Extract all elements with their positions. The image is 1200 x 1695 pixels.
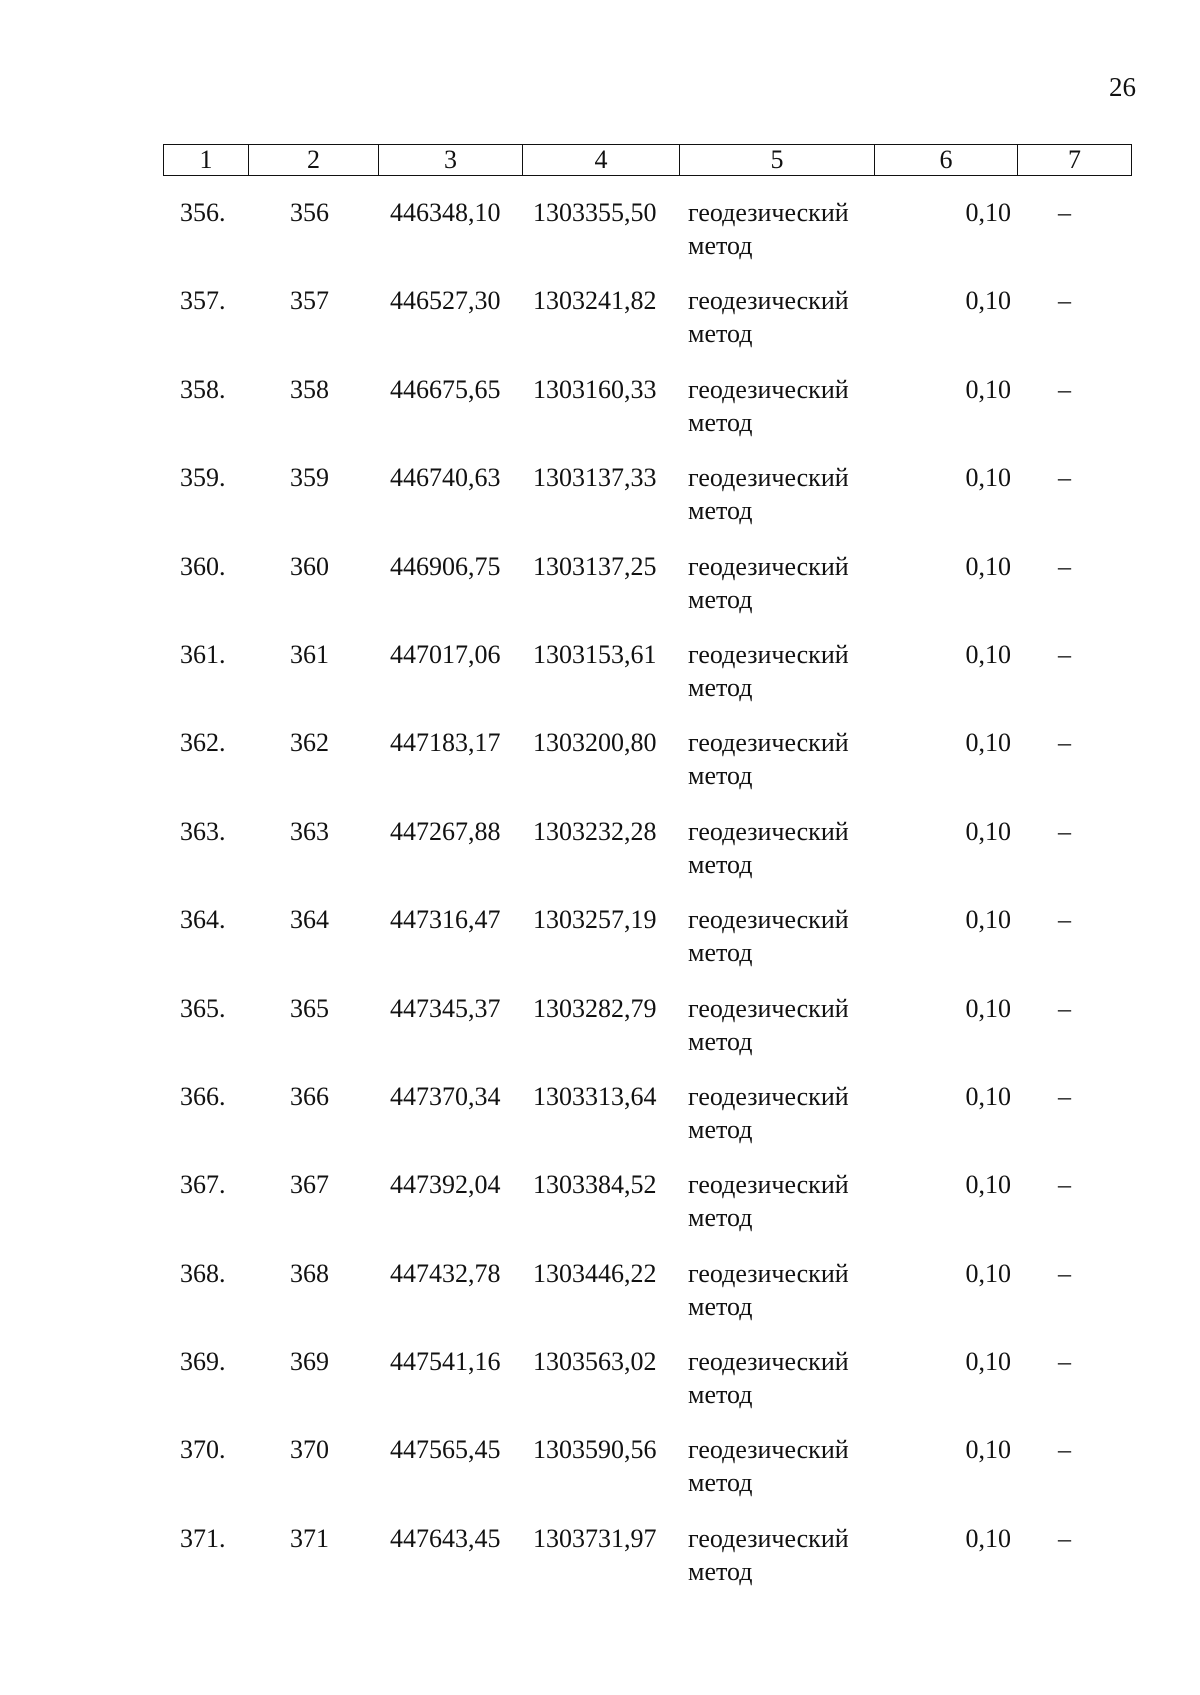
coordinate-y: 1303232,28: [533, 816, 657, 846]
coordinate-x: 446527,30: [390, 286, 501, 316]
accuracy-value: 0,10: [965, 1170, 1011, 1200]
method-line-2: метод: [688, 407, 753, 437]
column-header-table: [163, 144, 1132, 176]
row-number: 363.: [180, 816, 226, 846]
point-id: 371: [290, 1523, 329, 1553]
table-row: [163, 1433, 1131, 1521]
row-number: 371.: [180, 1523, 226, 1553]
note: –: [1058, 1347, 1071, 1377]
row-number: 357.: [180, 286, 226, 316]
table-row: [163, 638, 1131, 726]
note: –: [1058, 1258, 1071, 1288]
table-row: [163, 726, 1131, 814]
column-header-3: 3: [379, 145, 523, 176]
method-line-2: метод: [688, 231, 753, 260]
method-line-2: метод: [688, 849, 753, 879]
row-number: 358.: [180, 374, 226, 404]
coordinate-y: 1303313,64: [533, 1081, 657, 1111]
accuracy-value: 0,10: [965, 463, 1011, 493]
row-number: 367.: [180, 1170, 226, 1200]
method-line-2: метод: [688, 761, 753, 791]
column-header-6: 6: [875, 145, 1018, 176]
coordinate-y: 1303153,61: [533, 639, 657, 669]
method: [688, 1522, 849, 1588]
method-line-1: геодезический: [688, 1523, 849, 1553]
point-id: 368: [290, 1258, 329, 1288]
method-line-1: геодезический: [688, 1435, 849, 1465]
method-line-2: метод: [688, 938, 753, 968]
table-row: [163, 1522, 1131, 1610]
table-row: [163, 815, 1131, 903]
method-line-1: геодезический: [688, 1081, 849, 1111]
accuracy-value: 0,10: [965, 198, 1011, 227]
point-id: 365: [290, 993, 329, 1023]
note: –: [1058, 198, 1071, 227]
coordinate-y: 1303241,82: [533, 286, 657, 316]
coordinate-y: 1303160,33: [533, 374, 657, 404]
row-number: 360.: [180, 551, 226, 581]
method-line-2: метод: [688, 496, 753, 526]
table-row: [163, 373, 1131, 461]
table-row: [163, 992, 1131, 1080]
row-number: 361.: [180, 639, 226, 669]
row-number: 368.: [180, 1258, 226, 1288]
method-line-2: метод: [688, 1203, 753, 1233]
coordinate-x: 446740,63: [390, 463, 501, 493]
coordinate-x: 447643,45: [390, 1523, 501, 1553]
method-line-1: геодезический: [688, 1170, 849, 1200]
point-id: 356: [290, 198, 329, 227]
note: –: [1058, 639, 1071, 669]
method: [688, 992, 849, 1058]
row-number: 362.: [180, 728, 226, 758]
column-header-row: [164, 145, 1132, 176]
method-line-2: метод: [688, 1291, 753, 1321]
point-id: 362: [290, 728, 329, 758]
accuracy-value: 0,10: [965, 905, 1011, 935]
method-line-1: геодезический: [688, 1347, 849, 1377]
note: –: [1058, 728, 1071, 758]
method-line-1: геодезический: [688, 905, 849, 935]
row-number: 364.: [180, 905, 226, 935]
coordinate-x: 447370,34: [390, 1081, 501, 1111]
note: –: [1058, 1523, 1071, 1553]
point-id: 364: [290, 905, 329, 935]
method-line-1: геодезический: [688, 639, 849, 669]
accuracy-value: 0,10: [965, 816, 1011, 846]
coordinate-y: 1303731,97: [533, 1523, 657, 1553]
coordinate-y: 1303282,79: [533, 993, 657, 1023]
method: [688, 1080, 849, 1146]
accuracy-value: 0,10: [965, 1081, 1011, 1111]
table-row: [163, 1257, 1131, 1345]
point-id: 369: [290, 1347, 329, 1377]
method: [688, 373, 849, 439]
accuracy-value: 0,10: [965, 728, 1011, 758]
note: –: [1058, 1081, 1071, 1111]
coordinates-table-body: [163, 196, 1131, 1610]
point-id: 357: [290, 286, 329, 316]
note: –: [1058, 1170, 1071, 1200]
method-line-1: геодезический: [688, 816, 849, 846]
accuracy-value: 0,10: [965, 639, 1011, 669]
row-number: 366.: [180, 1081, 226, 1111]
accuracy-value: 0,10: [965, 993, 1011, 1023]
method-line-1: геодезический: [688, 993, 849, 1023]
note: –: [1058, 816, 1071, 846]
accuracy-value: 0,10: [965, 1258, 1011, 1288]
accuracy-value: 0,10: [965, 1523, 1011, 1553]
method: [688, 815, 849, 881]
coordinate-x: 447183,17: [390, 728, 501, 758]
method-line-1: геодезический: [688, 286, 849, 316]
point-id: 366: [290, 1081, 329, 1111]
coordinate-y: 1303384,52: [533, 1170, 657, 1200]
table-row: [163, 903, 1131, 991]
coordinate-x: 447316,47: [390, 905, 501, 935]
note: –: [1058, 993, 1071, 1023]
column-header-1: 1: [164, 145, 249, 176]
point-id: 361: [290, 639, 329, 669]
coordinate-x: 447267,88: [390, 816, 501, 846]
coordinate-x: 447432,78: [390, 1258, 501, 1288]
method-line-1: геодезический: [688, 463, 849, 493]
table-row: [163, 1168, 1131, 1256]
note: –: [1058, 374, 1071, 404]
row-number: 356.: [180, 198, 226, 227]
accuracy-value: 0,10: [965, 286, 1011, 316]
column-header-5: 5: [680, 145, 875, 176]
page-number: 26: [1109, 72, 1136, 102]
point-id: 367: [290, 1170, 329, 1200]
coordinate-y: 1303200,80: [533, 728, 657, 758]
table-row: [163, 284, 1131, 372]
accuracy-value: 0,10: [965, 551, 1011, 581]
accuracy-value: 0,10: [965, 374, 1011, 404]
point-id: 370: [290, 1435, 329, 1465]
coordinate-x: 446675,65: [390, 374, 501, 404]
method: [688, 284, 849, 350]
row-number: 369.: [180, 1347, 226, 1377]
coordinate-x: 447345,37: [390, 993, 501, 1023]
point-id: 358: [290, 374, 329, 404]
point-id: 359: [290, 463, 329, 493]
coordinate-x: 447541,16: [390, 1347, 501, 1377]
coordinate-y: 1303257,19: [533, 905, 657, 935]
column-header-2: 2: [249, 145, 379, 176]
table-row: [163, 550, 1131, 638]
table-row: [163, 461, 1131, 549]
method-line-2: метод: [688, 672, 753, 702]
note: –: [1058, 1435, 1071, 1465]
accuracy-value: 0,10: [965, 1347, 1011, 1377]
coordinate-y: 1303446,22: [533, 1258, 657, 1288]
method-line-2: метод: [688, 1026, 753, 1056]
coordinate-x: 446906,75: [390, 551, 501, 581]
method-line-2: метод: [688, 1380, 753, 1410]
method: [688, 903, 849, 969]
coordinate-y: 1303590,56: [533, 1435, 657, 1465]
table-row: [163, 1080, 1131, 1168]
method: [688, 726, 849, 792]
method-line-1: геодезический: [688, 728, 849, 758]
column-header-7: 7: [1018, 145, 1132, 176]
method-line-2: метод: [688, 1114, 753, 1144]
coordinate-y: 1303137,25: [533, 551, 657, 581]
method: [688, 550, 849, 616]
note: –: [1058, 463, 1071, 493]
method-line-1: геодезический: [688, 1258, 849, 1288]
method-line-2: метод: [688, 1468, 753, 1498]
column-header-4: 4: [523, 145, 680, 176]
method: [688, 1168, 849, 1234]
method: [688, 1257, 849, 1323]
coordinate-x: 446348,10: [390, 198, 501, 227]
note: –: [1058, 551, 1071, 581]
method-line-2: метод: [688, 584, 753, 614]
method-line-2: метод: [688, 1556, 753, 1586]
row-number: 370.: [180, 1435, 226, 1465]
method-line-1: геодезический: [688, 198, 849, 227]
table-row: [163, 196, 1131, 284]
coordinate-x: 447565,45: [390, 1435, 501, 1465]
point-id: 363: [290, 816, 329, 846]
point-id: 360: [290, 551, 329, 581]
method: [688, 1345, 849, 1411]
coordinate-y: 1303563,02: [533, 1347, 657, 1377]
coordinate-y: 1303355,50: [533, 198, 657, 227]
note: –: [1058, 905, 1071, 935]
coordinate-x: 447017,06: [390, 639, 501, 669]
method: [688, 461, 849, 527]
method-line-1: геодезический: [688, 374, 849, 404]
table-row: [163, 1345, 1131, 1433]
note: –: [1058, 286, 1071, 316]
coordinate-y: 1303137,33: [533, 463, 657, 493]
row-number: 365.: [180, 993, 226, 1023]
method: [688, 638, 849, 704]
method: [688, 1433, 849, 1499]
accuracy-value: 0,10: [965, 1435, 1011, 1465]
method: [688, 196, 849, 262]
method-line-1: геодезический: [688, 551, 849, 581]
row-number: 359.: [180, 463, 226, 493]
method-line-2: метод: [688, 319, 753, 349]
coordinate-x: 447392,04: [390, 1170, 501, 1200]
